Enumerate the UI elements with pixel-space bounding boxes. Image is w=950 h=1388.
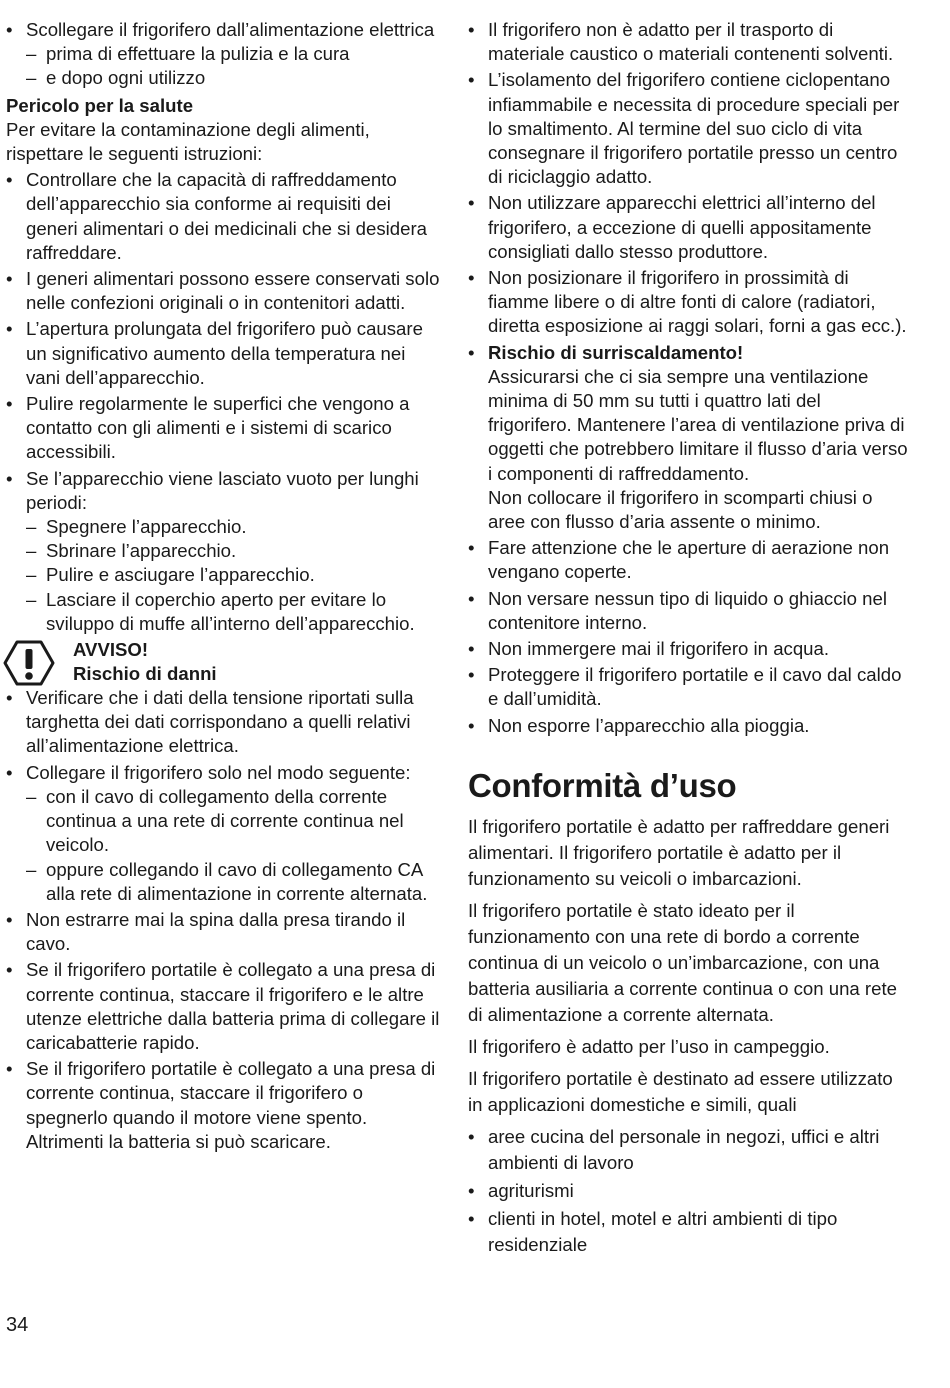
- list-item: • Non posizionare il frigorifero in prossimità di fiamme libere o di altre fonti di calore (radiatori, diretta esposizione ai raggi solari, forni a gas ecc.).: [468, 266, 908, 339]
- list-item: • Proteggere il frigorifero portatile e il cavo dal caldo e dall’umidità.: [468, 663, 908, 711]
- list-item: [6, 761, 442, 906]
- warning-box: [6, 638, 442, 686]
- list-item: • Se il frigorifero portatile è collegato a una presa di corrente continua, staccare il frigorifero o spegnerlo quando il motore viene spento. Altrimenti la batteria si può scaricare.: [6, 1057, 442, 1154]
- sub-list-item: – e dopo ogni utilizzo: [26, 66, 442, 90]
- list-item: • agriturismi: [468, 1178, 908, 1204]
- warning-title: AVVISO!: [73, 639, 149, 661]
- list-item-text: Collegare il frigorifero solo nel modo seguente:: [26, 761, 411, 783]
- damage-list: [6, 686, 442, 1154]
- page-number: 34: [6, 1314, 29, 1336]
- overheat-text: Non collocare il frigorifero in scomparti chiusi o aree con flusso d’aria assente o minimo.: [488, 486, 873, 533]
- paragraph: Il frigorifero portatile è adatto per raffreddare generi alimentari. Il frigorifero portatile è adatto per il funzionamento su veicoli o imbarcazioni.: [468, 815, 890, 889]
- list-item: • clienti in hotel, motel e altri ambienti di tipo residenziale: [468, 1206, 908, 1258]
- list-item: • Non immergere mai il frigorifero in acqua.: [468, 637, 908, 661]
- health-intro: Per evitare la contaminazione degli alimenti, rispettare le seguenti istruzioni:: [6, 118, 370, 165]
- health-list: [6, 168, 442, 636]
- sub-list-item: – con il cavo di collegamento della corrente continua a una rete di corrente continua nel veicolo.: [26, 785, 442, 858]
- sub-list-item: – prima di effettuare la pulizia e la cura: [26, 42, 442, 66]
- sub-list-item: – Lasciare il coperchio aperto per evitare lo sviluppo di muffe all’interno dell’apparecchio.: [26, 588, 442, 636]
- overheat-text: Assicurarsi che ci sia sempre una ventilazione minima di 50 mm su tutti i quattro lati del frigorifero. Mantenere l’area di ventilazione priva di oggetti che potrebbero limitare il flusso d’aria verso i componenti di raffreddamento.: [488, 365, 908, 484]
- list-item: [6, 18, 442, 91]
- list-item: [468, 341, 908, 535]
- sub-list: [26, 785, 442, 906]
- paragraph: Il frigorifero è adatto per l’uso in campeggio.: [468, 1035, 830, 1057]
- list-item: • Fare attenzione che le aperture di aerazione non vengano coperte.: [468, 536, 908, 584]
- list-item: • Verificare che i dati della tensione riportati sulla targhetta dei dati corrispondano a quelli relativi all’alimentazione elettrica.: [6, 686, 442, 759]
- list-item-text: Scollegare il frigorifero dall’alimentazione elettrica: [26, 19, 435, 40]
- intro-list: [6, 18, 442, 91]
- list-item-text: Se l’apparecchio viene lasciato vuoto per lunghi periodi:: [26, 467, 419, 513]
- list-item: [6, 467, 442, 636]
- list-item: • I generi alimentari possono essere conservati solo nelle confezioni originali o in contenitori adatti.: [6, 267, 442, 315]
- list-item: • Non esporre l’apparecchio alla pioggia.: [468, 714, 908, 738]
- paragraph: Il frigorifero portatile è stato ideato per il funzionamento con una rete di bordo a corrente continua di un veicolo o un’imbarcazione, con una batteria ausiliaria a corrente continua o con una rete di alimentazione a corrente alternata.: [468, 899, 897, 1025]
- sub-list-item: – Spegnere l’apparecchio.: [26, 515, 442, 539]
- safety-list: [468, 18, 908, 738]
- use-list: [468, 1124, 908, 1258]
- list-item: • Pulire regolarmente le superfici che vengono a contatto con gli alimenti e i sistemi di scarico accessibili.: [6, 392, 442, 465]
- list-item: • L’apertura prolungata del frigorifero può causare un significativo aumento della temperatura nei vani dell’apparecchio.: [6, 317, 442, 390]
- list-item: • Non versare nessun tipo di liquido o ghiaccio nel contenitore interno.: [468, 587, 908, 635]
- overheat-title: • Rischio di surriscaldamento!: [488, 341, 744, 363]
- left-column: [6, 18, 442, 1156]
- list-item: • Non estrarre mai la spina dalla presa tirando il cavo.: [6, 908, 442, 956]
- list-item: • Se il frigorifero portatile è collegato a una presa di corrente continua, staccare il frigorifero e le altre utenze elettriche dalla batteria prima di collegare il caricabatterie rapido.: [6, 958, 442, 1055]
- right-column: [468, 18, 908, 1260]
- warning-subtitle: Rischio di danni: [73, 663, 217, 685]
- paragraph: Il frigorifero portatile è destinato ad essere utilizzato in applicazioni domestiche e simili, quali: [468, 1067, 893, 1115]
- list-item: • Il frigorifero non è adatto per il trasporto di materiale caustico o materiali contenenti solventi.: [468, 18, 908, 66]
- section-title: Conformità d’uso: [468, 766, 737, 804]
- sub-list-item: – Pulire e asciugare l’apparecchio.: [26, 563, 442, 587]
- sub-list-item: – Sbrinare l’apparecchio.: [26, 539, 442, 563]
- warning-text: [73, 638, 217, 686]
- health-heading: Pericolo per la salute: [6, 94, 194, 116]
- list-item: • L’isolamento del frigorifero contiene ciclopentano infiammabile e necessita di procedure speciali per lo smaltimento. Al termine del suo ciclo di vita consegnare il frigorifero portatile presso un centro di riciclaggio adatto.: [468, 68, 908, 189]
- sub-list: [26, 515, 442, 636]
- list-item: • Controllare che la capacità di raffreddamento dell’apparecchio sia conforme ai requisiti dei generi alimentari o dei medicinali che si desidera raffreddare.: [6, 168, 442, 265]
- sub-list: [26, 42, 442, 90]
- list-item: • Non utilizzare apparecchi elettrici all’interno del frigorifero, a eccezione di quelli appositamente consigliati dallo stesso produttore.: [468, 191, 908, 264]
- list-item: • aree cucina del personale in negozi, uffici e altri ambienti di lavoro: [468, 1124, 908, 1176]
- warning-exclamation-icon: [3, 640, 55, 686]
- sub-list-item: – oppure collegando il cavo di collegamento CA alla rete di alimentazione in corrente alternata.: [26, 858, 442, 906]
